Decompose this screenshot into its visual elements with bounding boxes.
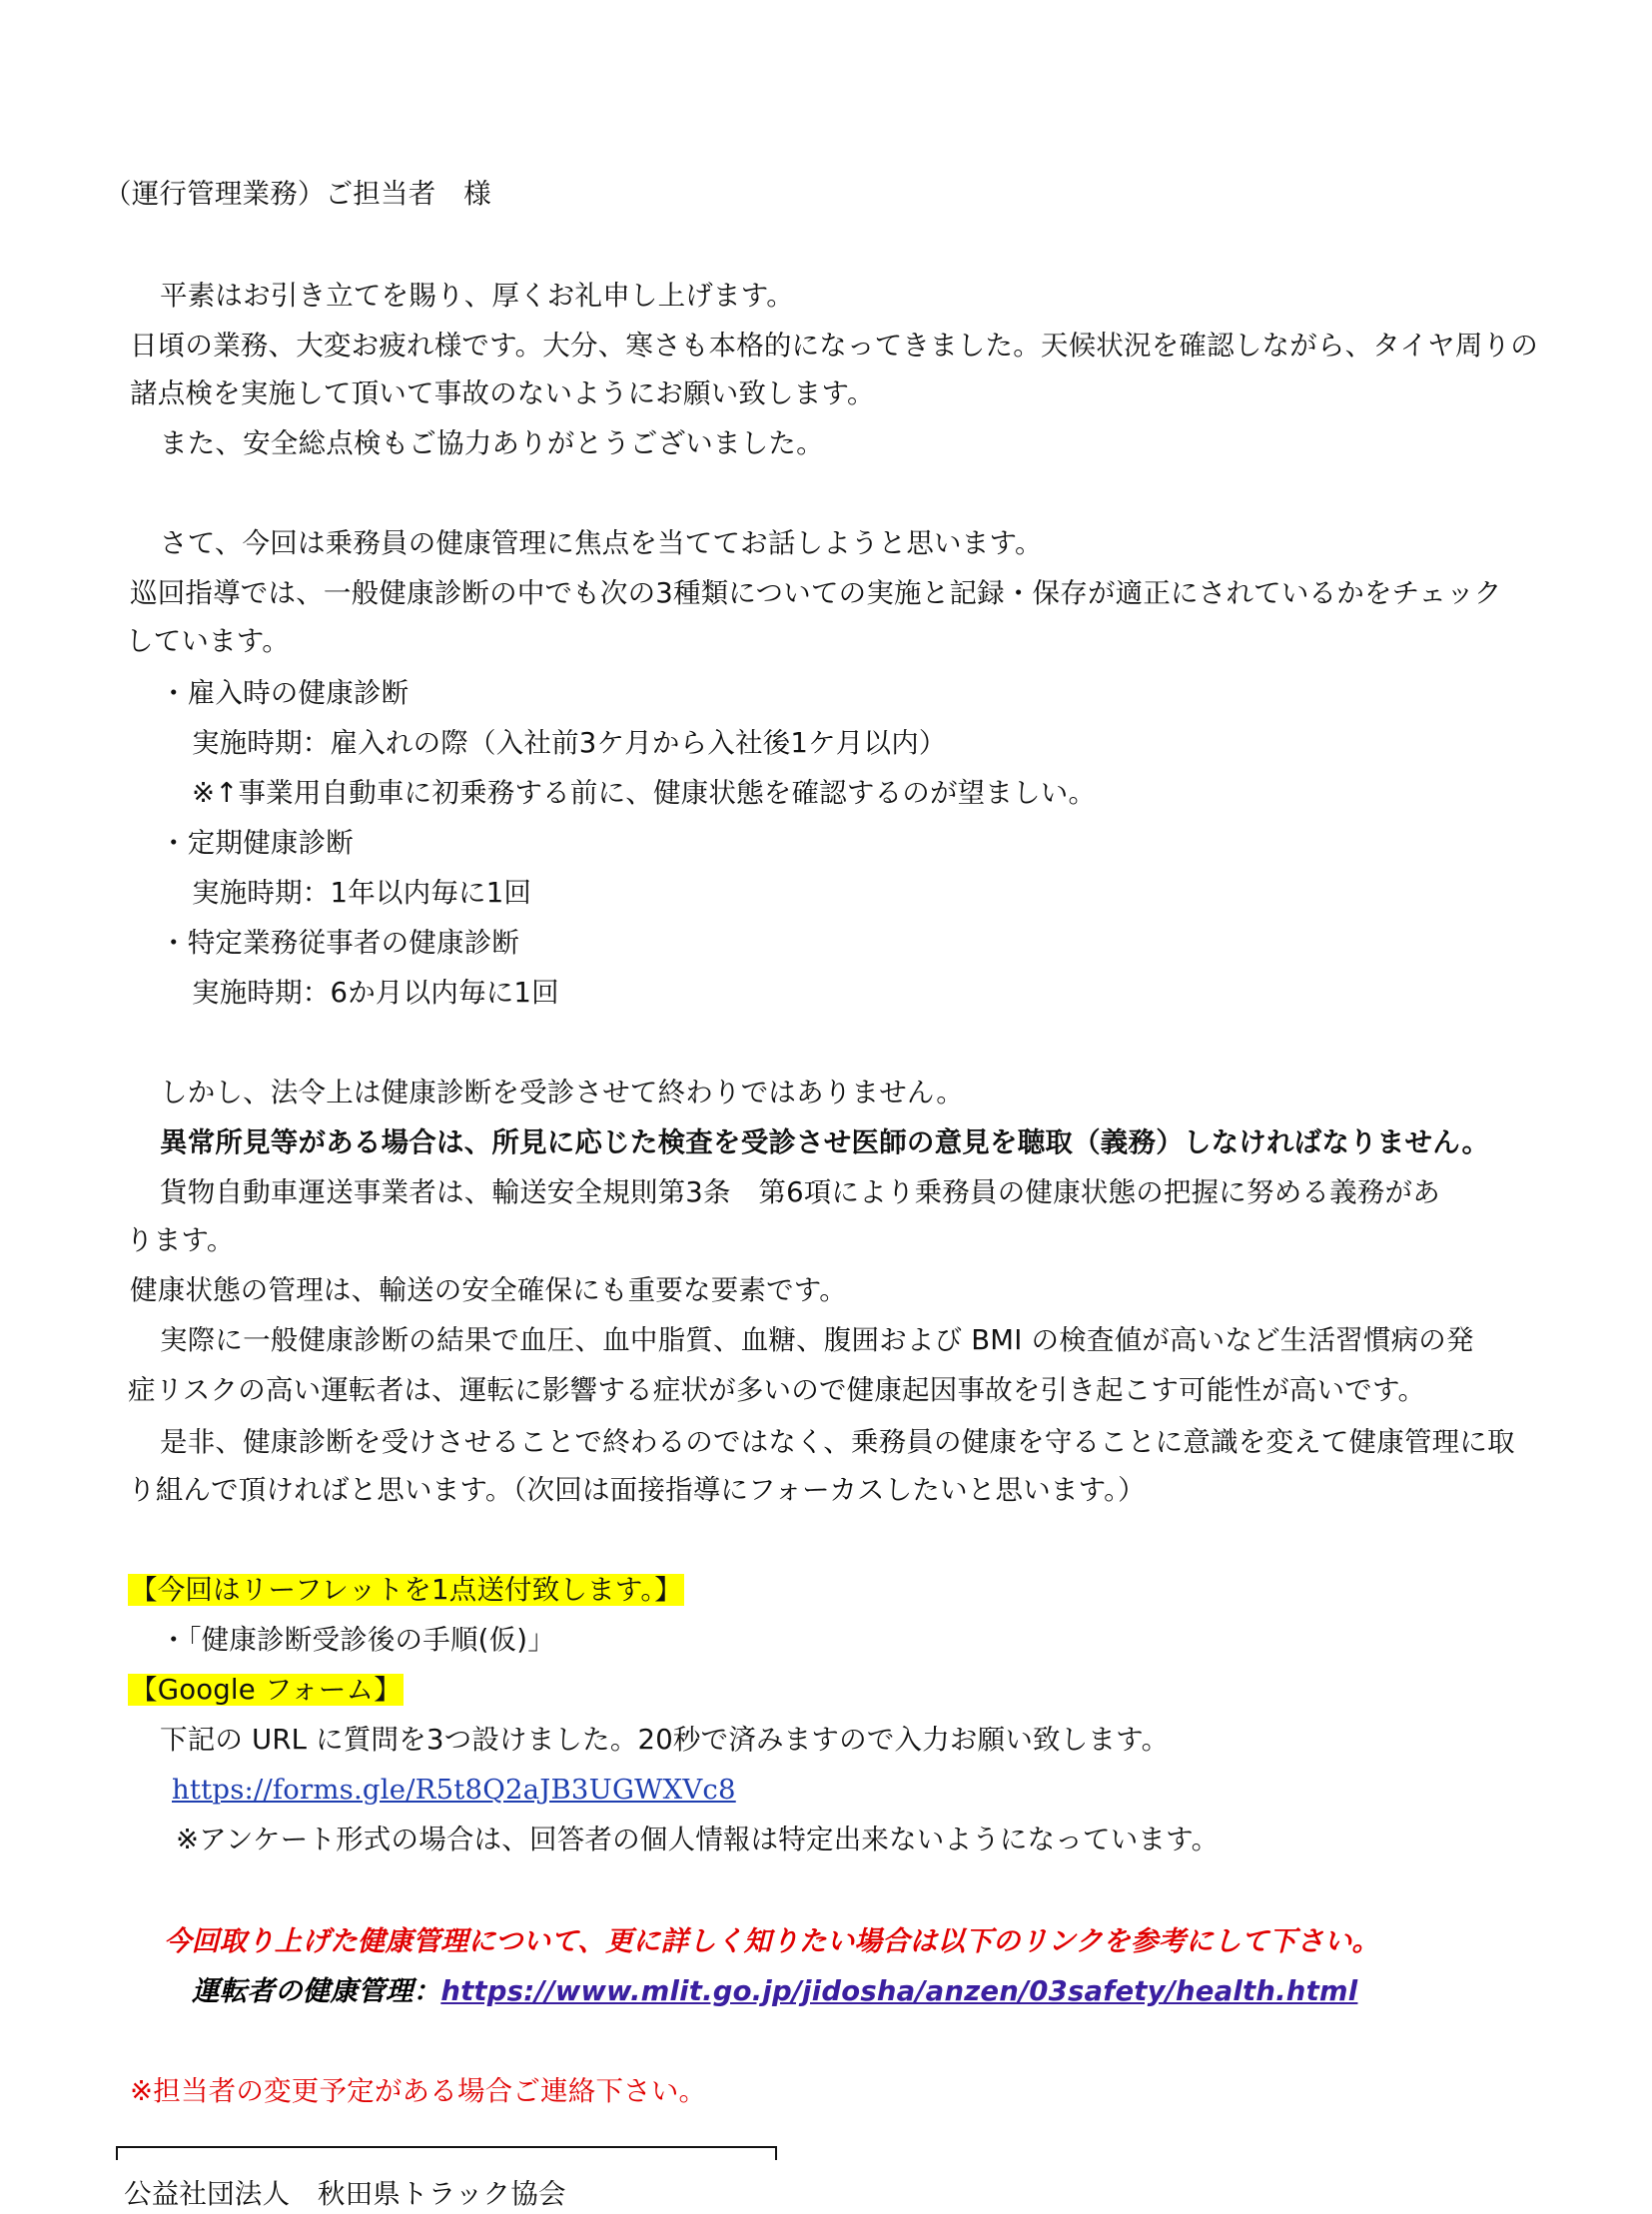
form-heading-text: 【Google フォーム】 <box>130 1674 402 1706</box>
reference-url-link[interactable]: https://www.mlit.go.jp/jidosha/anzen/03safety/health.html <box>440 1975 1358 2007</box>
footer-frame-left-corner <box>116 2146 118 2160</box>
law-line-5: 健康状態の管理は、輸送の安全確保にも重要な要素です。 <box>130 1274 847 1306</box>
footer-frame-top-line <box>116 2146 777 2148</box>
intro-line-3: 諸点検を実施して頂いて事故のないようにお願い致します。 <box>130 377 875 409</box>
form-heading <box>128 1670 404 1710</box>
specific-checkup-title: ・特定業務従事者の健康診断 <box>160 927 520 959</box>
law-line-7: 症リスクの高い運転者は、運転に影響する症状が多いので健康起因事故を引き起こす可能性が高いです。 <box>128 1374 1426 1406</box>
form-url-link[interactable]: https://forms.gle/R5t8Q2aJB3UGWXVc8 <box>172 1774 736 1806</box>
law-line-8: 是非、健康診断を受けさせることで終わるのではなく、乗務員の健康を守ることに意識を変えて健康管理に取 <box>160 1426 1515 1458</box>
law-line-1: しかし、法令上は健康診断を受診させて終わりではありません。 <box>160 1077 964 1108</box>
footer-frame-right-corner <box>775 2146 777 2160</box>
intro-line-4: また、安全総点検もご協力ありがとうございました。 <box>160 427 824 459</box>
salutation: （運行管理業務）ご担当者 様 <box>104 178 491 210</box>
form-description: 下記の URL に質問を3つ設けました。20秒で済みますので入力お願い致します。 <box>160 1724 1170 1756</box>
specific-checkup-timing: 実施時期：6か月以内毎に1回 <box>192 977 559 1009</box>
topic-line-1: さて、今回は乗務員の健康管理に焦点を当ててお話しようと思います。 <box>160 527 1043 559</box>
intro-line-2: 日頃の業務、大変お疲れ様です。大分、寒さも本格的になってきました。天候状況を確認しながら、タイヤ周りの <box>130 330 1538 362</box>
hire-checkup-title: ・雇入時の健康診断 <box>160 677 410 709</box>
law-line-6: 実際に一般健康診断の結果で血圧、血中脂質、血糖、腹囲および BMI の検査値が高いなど生活習慣病の発 <box>160 1324 1474 1356</box>
law-line-9: り組んで頂ければと思います。（次回は面接指導にフォーカスしたいと思います。） <box>128 1474 1146 1506</box>
regular-checkup-timing: 実施時期：1年以内毎に1回 <box>192 877 532 909</box>
regular-checkup-title: ・定期健康診断 <box>160 827 354 859</box>
footer-organization: 公益社団法人 秋田県トラック協会 <box>124 2178 566 2210</box>
reference-link-line <box>192 1971 1357 2011</box>
form-privacy-note: ※アンケート形式の場合は、回答者の個人情報は特定出来ないようになっています。 <box>176 1824 1220 1855</box>
reference-red-line: 今回取り上げた健康管理について、更に詳しく知りたい場合は以下のリンクを参考にして下さい。 <box>164 1925 1380 1957</box>
intro-line-1: 平素はお引き立てを賜り、厚くお礼申し上げます。 <box>160 280 794 312</box>
contact-change-note: ※担当者の変更予定がある場合ご連絡下さい。 <box>130 2075 707 2107</box>
leaflet-heading <box>128 1570 684 1610</box>
hire-checkup-timing: 実施時期：雇入れの際（入社前3ケ月から入社後1ケ月以内） <box>192 727 947 759</box>
topic-line-3: しています。 <box>126 625 290 657</box>
reference-label: 運転者の健康管理： <box>192 1975 441 2007</box>
leaflet-heading-text: 【今回はリーフレットを1点送付致します。】 <box>130 1574 682 1606</box>
law-line-4: ります。 <box>126 1224 235 1256</box>
hire-checkup-note: ※↑事業用自動車に初乗務する前に、健康状態を確認するのが望ましい。 <box>192 777 1097 809</box>
topic-line-2: 巡回指導では、一般健康診断の中でも次の3種類についての実施と記録・保存が適正にされているかをチェック <box>130 577 1502 609</box>
law-obligation-bold: 異常所見等がある場合は、所見に応じた検査を受診させ医師の意見を聴取（義務）しなければなりません。 <box>160 1126 1490 1158</box>
leaflet-item: ・「健康診断受診後の手順(仮)」 <box>160 1624 555 1656</box>
form-url-line <box>172 1770 736 1810</box>
law-line-3: 貨物自動車運送事業者は、輸送安全規則第3条 第6項により乗務員の健康状態の把握に努める義務があ <box>160 1176 1440 1208</box>
